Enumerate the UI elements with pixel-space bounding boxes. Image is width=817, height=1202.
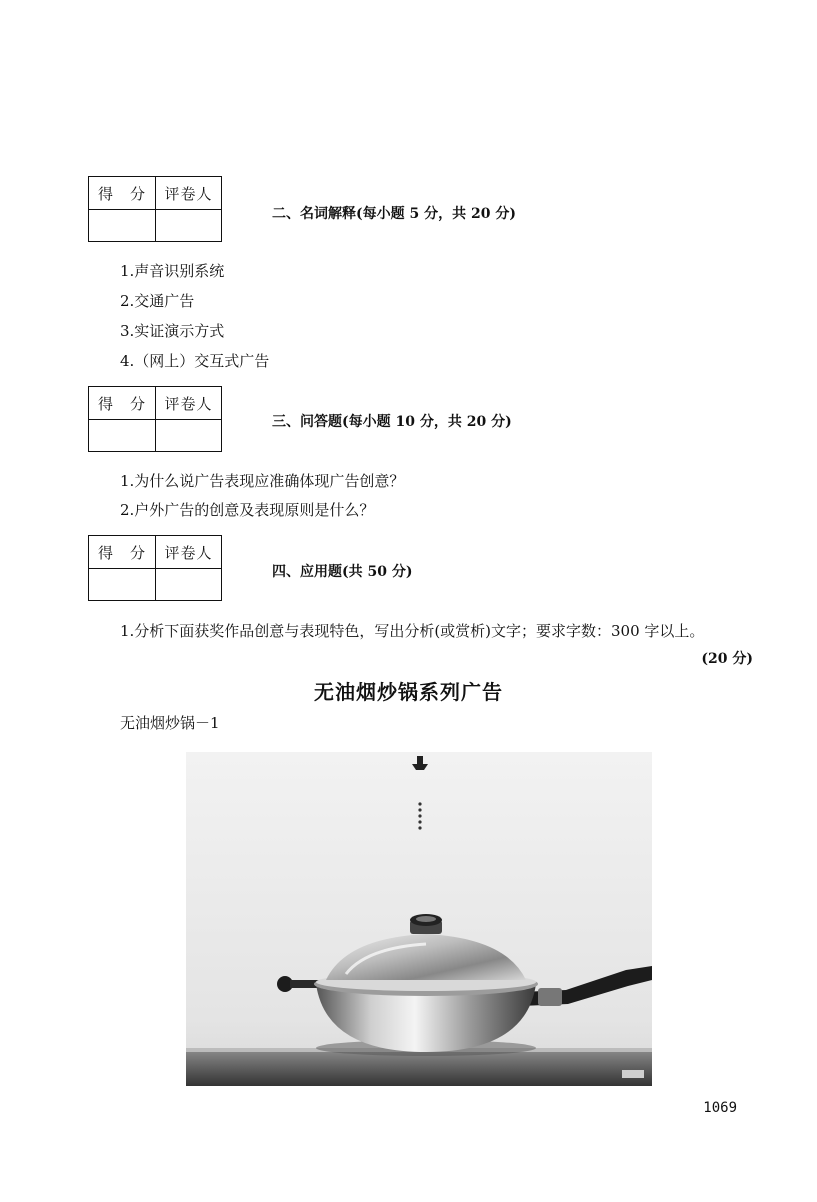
- section-2-item-1: 1.声音识别系统: [120, 262, 225, 280]
- score-cell: [89, 210, 155, 242]
- section-4-item-1: 1.分析下面获奖作品创意与表现特色，写出分析(或赏析)文字；要求字数：300 字以上。: [120, 622, 705, 640]
- grader-cell: [155, 420, 221, 452]
- page-number: 1069: [703, 1100, 737, 1116]
- score-label: 得 分: [97, 394, 146, 413]
- score-label: 得 分: [97, 543, 146, 562]
- grader-cell: [155, 569, 221, 601]
- grader-label: 评卷人: [155, 387, 221, 419]
- section-2-title: 二、名词解释(每小题 5 分，共 20 分): [272, 206, 516, 222]
- section-3-item-1: 1.为什么说广告表现应准确体现广告创意？: [120, 472, 405, 490]
- grader-label: 评卷人: [155, 177, 221, 209]
- section-4-title: 四、应用题(共 50 分): [272, 564, 413, 580]
- score-label: 得 分: [97, 184, 146, 203]
- score-cell: [89, 569, 155, 601]
- score-cell: [89, 420, 155, 452]
- wok-pan-photo: [186, 752, 652, 1086]
- ad-sub-label: 无油烟炒锅－1: [120, 714, 220, 732]
- score-box-section-2: [88, 176, 222, 242]
- section-2-item-4: 4.（网上）交互式广告: [120, 352, 270, 370]
- section-3-item-2: 2.户外广告的创意及表现原则是什么？: [120, 501, 375, 519]
- score-box-section-3: [88, 386, 222, 452]
- section-3-title: 三、问答题(每小题 10 分，共 20 分): [272, 414, 512, 430]
- question-points: (20 分): [701, 651, 753, 667]
- section-2-item-2: 2.交通广告: [120, 292, 195, 310]
- grader-label: 评卷人: [155, 536, 221, 568]
- ad-series-title: 无油烟炒锅系列广告: [314, 680, 503, 704]
- grader-cell: [155, 210, 221, 242]
- score-box-section-4: [88, 535, 222, 601]
- section-2-item-3: 3.实证演示方式: [120, 322, 225, 340]
